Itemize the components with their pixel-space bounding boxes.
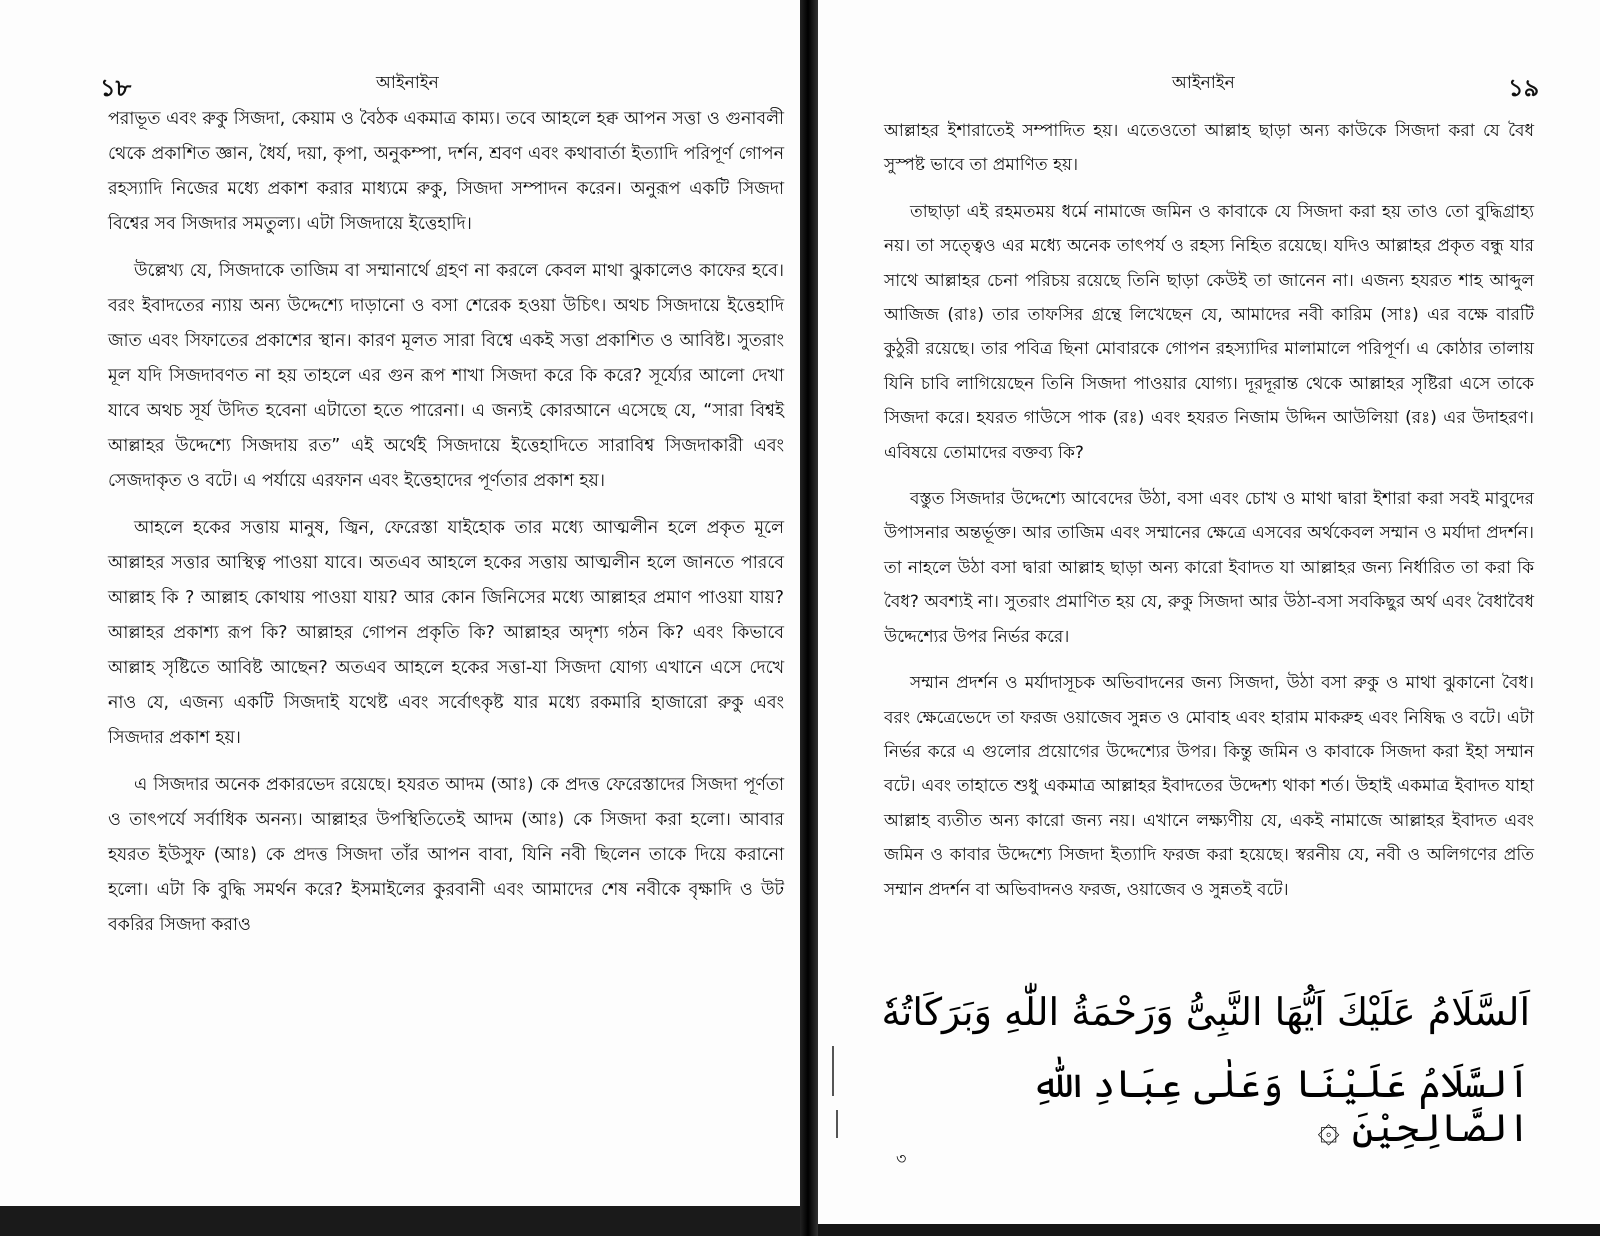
left-running-head: আইনাইন xyxy=(376,73,439,93)
left-paragraph-4: এ সিজদার অনেক প্রকারভেদ রয়েছে। হযরত আদম (আঃ) কে প্রদত্ত ফেরেস্তাদের সিজদা পূর্ণতা ও তাৎপর্যে সর্বাধিক অনন্য। আল্লাহর উপস্থিতিতেই আদম (আঃ) কে সিজদা করা হলো। আবার হযরত ইউসুফ (আঃ) কে প্রদত্ত সিজদা তাঁর আপন বাবা, যিনি নবী ছিলেন তাকে দিয়ে করানো হলো। এটা কি বুদ্ধি সমর্থন করে? ইসমাইলের কুরবানী এবং আমাদের শেষ নবীকে বৃক্ষাদি ও উট বকরির সিজদা করাও xyxy=(108,775,784,935)
right-footer-mark: ৩ xyxy=(896,1149,907,1168)
scan-edge-mark xyxy=(832,1046,834,1096)
right-running-head: আইনাইন xyxy=(1172,73,1235,93)
left-page-number: ১৮ xyxy=(100,73,132,102)
scan-edge-mark xyxy=(836,1110,838,1138)
arabic-salam-line-2: اَلسَّلَامُ عَلَيْنَا وَعَلٰى عِبَادِ اللّٰهِ الصَّالِحِيْنَ ۞ xyxy=(1036,1062,1530,1150)
right-paragraph-1: আল্লাহর ইশারাতেই সম্পাদিত হয়। এতেওতো আল্লাহ ছাড়া অন্য কাউকে সিজদা করা যে বৈধ সুস্পষ্ট ভাবে তা প্রমাণিত হয়। xyxy=(884,121,1534,176)
left-page-body xyxy=(108,102,784,955)
right-page-body xyxy=(884,114,1534,919)
book-gutter xyxy=(800,0,818,1236)
right-paragraph-4: সম্মান প্রদর্শন ও মর্যাদাসূচক অভিবাদনের জন্য সিজদা, উঠা বসা রুকু ও মাথা ঝুকানো বৈধ। বরং ক্ষেত্রেভেদে তা ফরজ ওয়াজেব সুন্নত ও মোবাহ এবং হারাম মাকরুহ এবং নিষিদ্ধ ও বটে। এটা নির্ভর করে এ গুলোর প্রয়োগের উদ্দেশ্যের উপর। কিন্তু জমিন ও কাবাকে সিজদা করা ইহা সম্মান বটে। এবং তাহাতে শুধু একমাত্র আল্লাহর ইবাদতের উদ্দেশ্য থাকা শর্ত। উহাই একমাত্র ইবাদত যাহা আল্লাহ ব্যতীত অন্য কারো জন্য নয়। এখানে লক্ষ্যণীয় যে, একই নামাজে আল্লাহর ইবাদত এবং জমিন ও কাবার উদ্দেশ্যে সিজদা ইত্যাদি ফরজ করা হয়েছে। স্বরনীয় যে, নবী ও অলিগণের প্রতি সম্মান প্রদর্শন বা অভিবাদনও ফরজ, ওয়াজেব ও সুন্নতই বটে। xyxy=(884,673,1534,900)
left-paragraph-1: পরাভূত এবং রুকু সিজদা, কেয়াম ও বৈঠক একমাত্র কাম্য। তবে আহলে হক্ব আপন সত্তা ও গুনাবলী থেকে প্রকাশিত জ্ঞান, ধৈর্য, দয়া, কৃপা, অনুকম্পা, দর্শন, শ্রবণ এবং কথাবার্তা ইত্যাদি পরিপূর্ণ গোপন রহস্যাদি নিজের মধ্যে প্রকাশ করার মাধ্যমে রুকু, সিজদা সম্পাদন করেন। অনুরূপ একটি সিজদা বিশ্বের সব সিজদার সমতুল্য। এটা সিজদায়ে ইত্তেহাদি। xyxy=(108,109,784,234)
arabic-salam-line-1: اَلسَّلَامُ عَلَيْكَ اَيُّهَا النَّبِىُّ وَرَحْمَةُ اللّٰهِ وَبَرَكَاتُهٗ xyxy=(881,990,1530,1034)
right-paragraph-2: তাছাড়া এই রহমতময় ধর্মে নামাজে জমিন ও কাবাকে যে সিজদা করা হয় তাও তো বুদ্ধিগ্রাহ্য নয়। তা সত্ত্বেও এর মধ্যে অনেক তাৎপর্য ও রহস্য নিহিত রয়েছে। যদিও আল্লাহর প্রকৃত বন্ধু যার সাথে আল্লাহর চেনা পরিচয় রয়েছে তিনি ছাড়া কেউই তা জানেন না। এজন্য হযরত শাহ আব্দুল আজিজ (রাঃ) তার তাফসির গ্রন্থে লিখেছেন যে, আমাদের নবী কারিম (সাঃ) এর বক্ষে বারটি কুঠুরী রয়েছে। তার পবিত্র ছিনা মোবারকে গোপন রহস্যাদির মালামালে পরিপূর্ণ। এ কোঠার তালায় যিনি চাবি লাগিয়েছেন তিনি সিজদা পাওয়ার যোগ্য। দূরদূরান্ত থেকে আল্লাহর সৃষ্টিরা এসে তাকে সিজদা করে। হযরত গাউসে পাক (রঃ) এবং হযরত নিজাম উদ্দিন আউলিয়া (রঃ) এর উদাহরণ। এবিষয়ে তোমাদের বক্তব্য কি? xyxy=(884,201,1534,463)
left-paragraph-3: আহলে হকের সত্তায় মানুষ, জ্বিন, ফেরেস্তা যাইহোক তার মধ্যে আত্মলীন হলে প্রকৃত মূলে আল্লাহর সত্তার আস্থিত্ব পাওয়া যাবে। অতএব আহলে হকের সত্তায় আত্মলীন হলে জানতে পারবে আল্লাহ কি ? আল্লাহ কোথায় পাওয়া যায়? আর কোন জিনিসের মধ্যে আল্লাহর প্রমাণ পাওয়া যায়? আল্লাহর প্রকাশ্য রূপ কি? আল্লাহর গোপন প্রকৃতি কি? আল্লাহর অদৃশ্য গঠন কি? এবং কিভাবে আল্লাহ সৃষ্টিতে আবিষ্ট আছেন? অতএব আহলে হকের সত্তা-যা সিজদা যোগ্য এখানে এসে দেখে নাও যে, এজন্য একটি সিজদাই যথেষ্ট এবং সর্বোৎকৃষ্ট যার মধ্যে রকমারি হাজারো রুকু এবং সিজদার প্রকাশ হয়। xyxy=(108,518,784,748)
scan-shadow-right xyxy=(818,1224,1600,1236)
right-page-number: ১৯ xyxy=(1508,73,1540,102)
right-paragraph-3: বস্তুত সিজদার উদ্দেশ্যে আবেদের উঠা, বসা এবং চোখ ও মাথা দ্বারা ইশারা করা সবই মাবুদের উপাসনার অন্তর্ভূক্ত। আর তাজিম এবং সম্মানের ক্ষেত্রে এসবের অর্থকেবল সম্মান ও মর্যাদা প্রদর্শন। তা নাহলে উঠা বসা দ্বারা আল্লাহ ছাড়া অন্য কারো ইবাদত যা আল্লাহর জন্য নির্ধারিত তা করা কি বৈধ? অবশ্যই না। সুতরাং প্রমাণিত হয় যে, রুকু সিজদা আর উঠা-বসা সবকিছুর অর্থ এবং বৈধাবৈধ উদ্দেশ্যের উপর নির্ভর করে। xyxy=(884,489,1534,647)
scan-shadow-left xyxy=(0,1206,800,1236)
left-paragraph-2: উল্লেখ্য যে, সিজদাকে তাজিম বা সম্মানার্থে গ্রহণ না করলে কেবল মাথা ঝুকালেও কাফের হবে। বরং ইবাদতের ন্যায় অন্য উদ্দেশ্যে দাড়ানো ও বসা শেরেক হওয়া উচিৎ। অথচ সিজদায়ে ইত্তেহাদি জাত এবং সিফাতের প্রকাশের স্থান। কারণ মূলত সারা বিশ্বে একই সত্তা প্রকাশিত ও আবিষ্ট। সুতরাং মূল যদি সিজদাবণত না হয় তাহলে এর গুন রূপ শাখা সিজদা করে কি করে? সূর্য্যের আলো দেখা যাবে অথচ সূর্য উদিত হবেনা এটাতো হতে পারেনা। এ জন্যই কোরআনে এসেছে যে, “সারা বিশ্বই আল্লাহর উদ্দেশ্যে সিজদায় রত” এই অর্থেই সিজদায়ে ইত্তেহাদিতে সারাবিশ্ব সিজদাকারী এবং সেজদাকৃত ও বটে। এ পর্যায়ে এরফান এবং ইত্তেহাদের পূর্ণতার প্রকাশ হয়। xyxy=(108,261,784,491)
